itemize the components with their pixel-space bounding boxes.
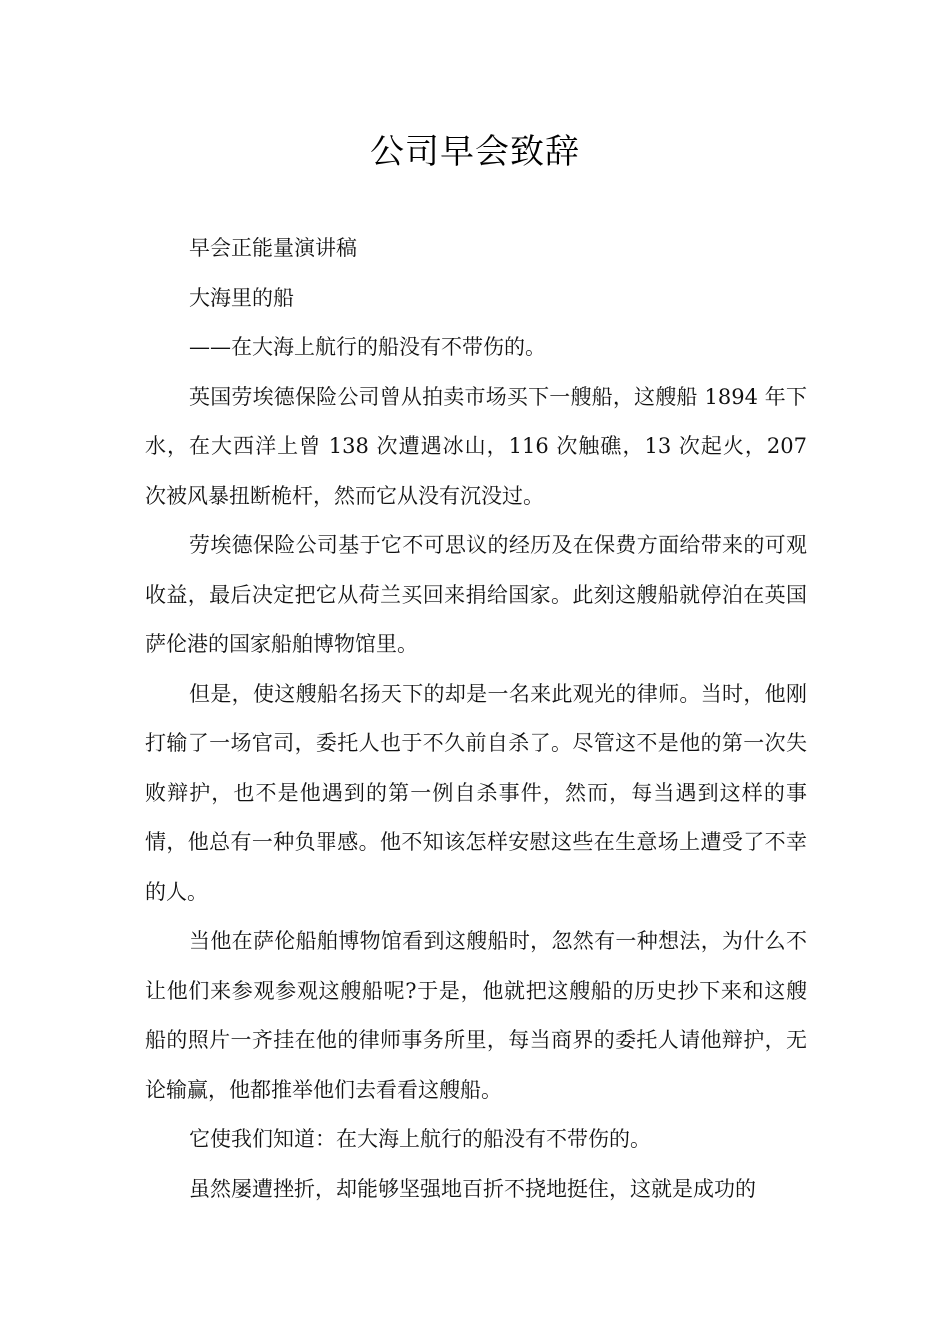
paragraph-epigraph: ——在大海上航行的船没有不带伤的。 <box>189 335 546 359</box>
paragraph: 但是，使这艘船名扬天下的却是一名来此观光的律师。当时，他刚打输了一场官司，委托人也于不久前自杀了。尽管这不是他的第一次失败辩护，也不是他遇到的第一例自杀事件，然而，每当遇到这样的事情，他总有一种负罪感。他不知该怎样安慰这些在生意场上遭受了不幸的人。 <box>145 681 807 904</box>
paragraph: 英国劳埃德保险公司曾从拍卖市场买下一艘船，这艘船 1894 年下水，在大西洋上曾 138 次遭遇冰山，116 次触礁，13 次起火，207 次被风暴扭断桅杆，然而它从没有沉没过。 <box>145 384 807 508</box>
document-title: 公司早会致辞 <box>370 132 580 172</box>
paragraph: 劳埃德保险公司基于它不可思议的经历及在保费方面给带来的可观收益，最后决定把它从荷兰买回来捐给国家。此刻这艘船就停泊在英国萨伦港的国家船舶博物馆里。 <box>145 533 807 656</box>
paragraph: 虽然屡遭挫折，却能够坚强地百折不挠地挺住，这就是成功的 <box>189 1176 756 1201</box>
paragraph: 它使我们知道：在大海上航行的船没有不带伤的。 <box>189 1127 651 1151</box>
paragraph-heading: 大海里的船 <box>189 285 294 310</box>
paragraph: 当他在萨伦船舶博物馆看到这艘船时，忽然有一种想法，为什么不让他们来参观参观这艘船呢?于是，他就把这艘船的历史抄下来和这艘船的照片一齐挂在他的律师事务所里，每当商界的委托人请他辩护，无论输赢，他都推举他们去看看这艘船。 <box>145 929 807 1102</box>
paragraph-subtitle: 早会正能量演讲稿 <box>189 236 357 260</box>
document-body <box>145 224 807 1214</box>
